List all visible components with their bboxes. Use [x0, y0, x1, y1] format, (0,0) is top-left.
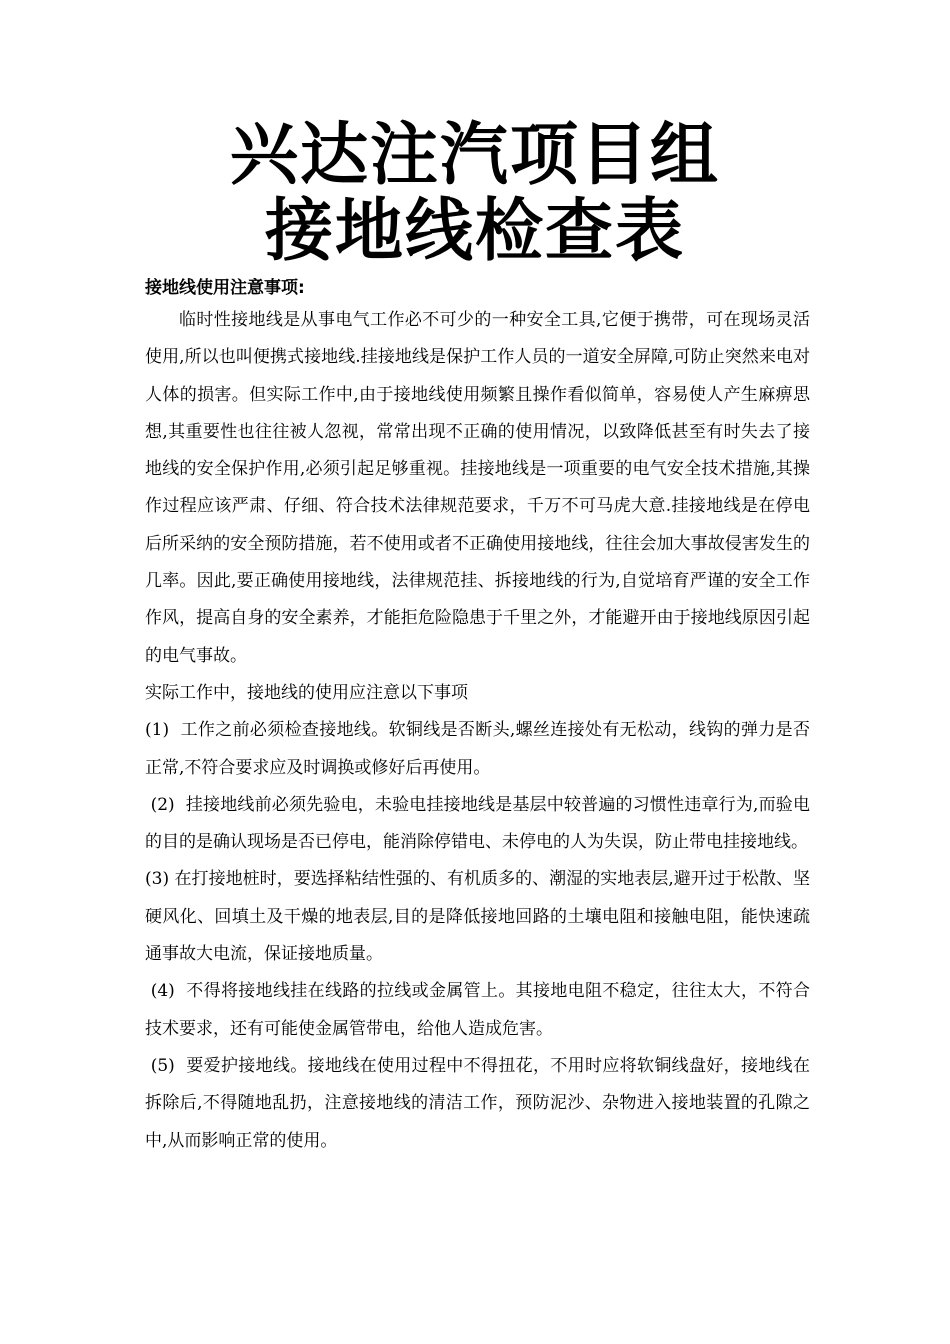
list-item-text: 在打接地桩时，要选择粘结性强的、有机质多的、潮湿的实地表层,避开过于松散、坚硬风化、回填土及干燥的地表层,目的是降低接地回路的土壤电阻和接触电阻，能快速疏通事故大电流，保证接地质量。	[145, 869, 810, 965]
document-body	[145, 274, 810, 1160]
list-item	[145, 787, 810, 862]
list-item-number: (3)	[145, 869, 175, 890]
list-item	[145, 973, 810, 1048]
list-intro: 实际工作中，接地线的使用应注意以下事项	[145, 682, 468, 703]
list-item-text: 工作之前必须检查接地线。软铜线是否断头,螺丝连接处有无松动，线钩的弹力是否正常,不符合要求应及时调换或修好后再使用。	[145, 720, 810, 778]
list-item-number: (2)	[145, 794, 186, 815]
title-line-1: 兴达注汽项目组	[229, 116, 720, 195]
list-item-text: 不得将接地线挂在线路的拉线或金属管上。其接地电阻不稳定，往往太大，不符合技术要求，还有可能使金属管带电，给他人造成危害。	[145, 981, 810, 1039]
title-line-2: 接地线检查表	[264, 192, 685, 271]
list-item-text: 要爱护接地线。接地线在使用过程中不得扭花，不用时应将软铜线盘好，接地线在拆除后,不得随地乱扔，注意接地线的清洁工作，预防泥沙、杂物进入接地装置的孔隙之中,从而影响正常的使用。	[145, 1055, 810, 1151]
list-item-number: (1)	[145, 720, 181, 741]
document-title	[0, 118, 950, 270]
list-item-number: (4)	[145, 981, 187, 1002]
section-heading: 接地线使用注意事项:	[145, 278, 305, 298]
list-item	[145, 861, 810, 973]
list-item-text: 挂接地线前必须先验电，未验电挂接地线是基层中较普遍的习惯性违章行为,而验电的目的是确认现场是否已停电，能消除停错电、未停电的人为失误，防止带电挂接地线。	[145, 794, 810, 853]
list-item	[145, 1048, 810, 1160]
intro-paragraph: 临时性接地线是从事电气工作必不可少的一种安全工具,它便于携带，可在现场灵活使用,所以也叫便携式接地线.挂接地线是保护工作人员的一道安全屏障,可防止突然来电对人体的损害。但实际工作中,由于接地线使用频繁且操作看似简单，容易使人产生麻痹思想,其重要性也往往被人忽视，常常出现不正确的使用情况，以致降低甚至有时失去了接地线的安全保护作用,必须引起足够重视。挂接地线是一项重要的电气安全技术措施,其操作过程应该严肃、仔细、符合技术法律规范要求，千万不可马虎大意.挂接地线是在停电后所采纳的安全预防措施，若不使用或者不正确使用接地线，往往会加大事故侵害发生的几率。因此,要正确使用接地线，法律规范挂、拆接地线的行为,自觉培育严谨的安全工作作风，提高自身的安全素养，才能拒危险隐患于千里之外，才能避开由于接地线原因引起的电气事故。	[145, 310, 810, 666]
list-item	[145, 712, 810, 787]
list-item-number: (5)	[145, 1055, 187, 1076]
